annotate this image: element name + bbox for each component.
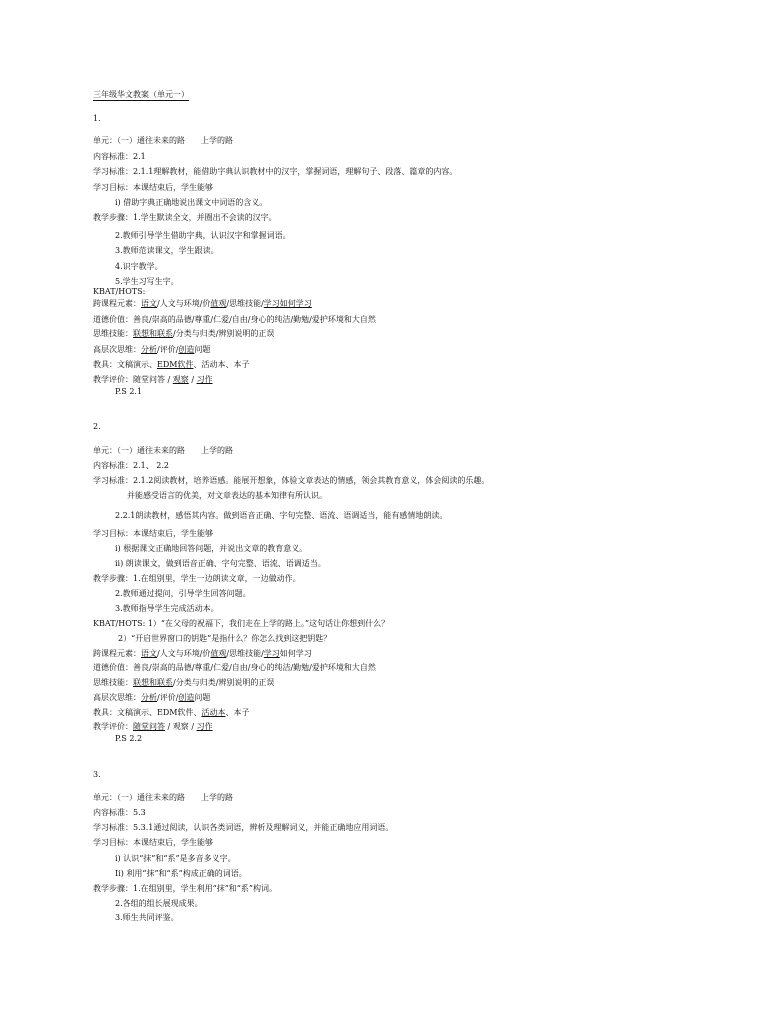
teaching-step: 教学步骤：1.学生默读全文，并圈出不会读的汉字。 xyxy=(93,213,277,222)
teaching-step: 2.教师引导学生借助字典，认识汉字和掌握词语。 xyxy=(115,231,291,240)
unit-line: 单元：（一）通往未来的路 上学的路 xyxy=(93,793,233,802)
cross-curricular-elements: 跨课程元素：语文/人文与环境/价值观/思维技能/学习如何学习 xyxy=(93,299,312,308)
higher-order-thinking: 高层次思维：分析/评价/创造问题 xyxy=(93,693,211,702)
content-standard: 内容标准：2.1、 2.2 xyxy=(93,461,169,470)
teaching-step: 教学步骤：1.在组别里，学生一边朗读文章，一边做动作。 xyxy=(93,574,301,583)
kbat-label: KBAT/HOTS: xyxy=(93,287,146,296)
ps-note: P.S 2.2 xyxy=(115,734,143,743)
thinking-skills: 思维技能：联想和联系/分类与归类/辨别说明的正误 xyxy=(93,329,275,338)
moral-values: 道德价值：善良/崇高的品德/尊重/仁爱/自由/身心的纯洁/勤勉/爱护环境和大自然 xyxy=(93,315,376,324)
unit-line: 单元：（一）通往未来的路 上学的路 xyxy=(93,446,233,455)
objective-intro: 学习目标：本课结束后，学生能够 xyxy=(93,529,213,538)
ps-note: P.S 2.1 xyxy=(115,387,143,396)
lesson-number: 1. xyxy=(93,114,101,123)
teaching-step: 2.教师通过提问，引导学生回答问题。 xyxy=(115,589,251,598)
teaching-step: 5.学生习写生字。 xyxy=(115,277,179,286)
teaching-step: 3.师生共同评鉴。 xyxy=(115,913,179,922)
teaching-aids: 教具：文稿演示、EDM软件、活动本、本子 xyxy=(93,360,250,369)
moral-values: 道德价值：善良/崇高的品德/尊重/仁爱/自由/身心的纯洁/勤勉/爱护环境和大自然 xyxy=(93,663,376,672)
learning-standard: 学习标准：2.1.1理解教材，能借助字典认识教材中的汉字，掌握词语，理解句子、段落、篇章的内容。 xyxy=(93,167,458,176)
document-title: 三年级华文教案（单元一） xyxy=(93,90,189,99)
cross-curricular-elements: 跨课程元素：语文/人文与环境/价值观/思维技能/学习如何学习 xyxy=(93,649,312,658)
kbat-question: 2）“开启世界窗口的钥匙”是指什么？你怎么找到这把钥匙？ xyxy=(118,634,332,643)
assessment: 教学评价：随堂问答 / 观察 / 习作 xyxy=(93,375,213,384)
objective-intro: 学习目标：本课结束后，学生能够 xyxy=(93,183,213,192)
learning-standard: 学习标准：2.1.2阅读教材，培养语感。能展开想象，体验文章表达的情感，领会其教育意义，体会阅读的乐趣。 xyxy=(93,476,490,485)
teaching-aids: 教具：文稿演示、EDM软件、活动本、本子 xyxy=(93,708,250,717)
objective-item: i) 借助字典正确地说出课文中词语的含义。 xyxy=(115,198,268,207)
thinking-skills: 思维技能：联想和联系/分类与归类/辨别说明的正误 xyxy=(93,678,275,687)
teaching-step: 3.教师范读课文，学生跟读。 xyxy=(115,246,219,255)
unit-line: 单元：（一）通往未来的路 上学的路 xyxy=(93,136,233,145)
assessment: 教学评价：随堂问答 / 观察 / 习作 xyxy=(93,722,213,731)
teaching-step: 教学步骤：1.在组别里，学生利用“抹”和“系”构词。 xyxy=(93,884,277,893)
objective-item: Ii) 利用“抹”和“系”构成正确的词语。 xyxy=(115,869,247,878)
content-standard: 内容标准：2.1 xyxy=(93,152,146,161)
learning-standard-continued: 并能感受语言的优美，对文章表达的基本知律有所认识。 xyxy=(127,491,327,500)
teaching-step: 4.识字教学。 xyxy=(115,262,163,271)
learning-standard-2: 2.2.1朗读教材，感悟其内容。做到语音正确、字句完整、语流、语调适当，能有感情地朗读。 xyxy=(115,511,448,520)
higher-order-thinking: 高层次思维：分析/评价/创造问题 xyxy=(93,345,211,354)
teaching-step: 3.教师指导学生完成活动本。 xyxy=(115,604,219,613)
objective-item: i) 认识“抹”和“系”是多音多义字。 xyxy=(115,854,236,863)
kbat-question: KBAT/HOTS: 1）“在父母的祝福下，我们走在上学的路上。”这句话让你想到什么？ xyxy=(93,619,390,628)
objective-item: ii) 朗读课文，做到语音正确、字句完整、语流、语调适当。 xyxy=(115,559,326,568)
objective-intro: 学习目标：本课结束后，学生能够 xyxy=(93,838,213,847)
objective-item: i) 根据课文正确地回答问题，并说出文章的教育意义。 xyxy=(115,544,308,553)
teaching-step: 2.各组的组长展现成果。 xyxy=(115,899,203,908)
content-standard: 内容标准：5.3 xyxy=(93,808,146,817)
lesson-number: 3. xyxy=(93,770,101,779)
lesson-number: 2. xyxy=(93,422,101,431)
learning-standard: 学习标准：5.3.1通过阅读，认识各类词语，辨析及理解词义，并能正确地应用词语。 xyxy=(93,823,394,832)
